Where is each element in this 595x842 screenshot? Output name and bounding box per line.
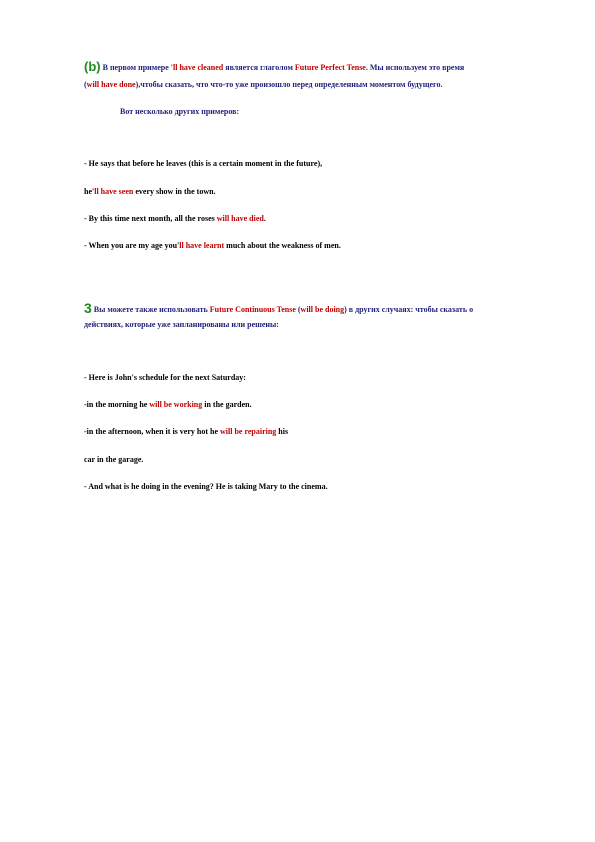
tense-highlight: will have died — [216, 214, 264, 223]
tense-highlight: will be doing — [300, 305, 345, 314]
example-line — [84, 214, 266, 224]
example-line: car in the garage. — [84, 455, 144, 464]
tense-highlight: will have done — [86, 80, 136, 89]
section-3-text: ) в других случаях: чтобы сказать о — [344, 305, 474, 314]
tense-name-highlight: Future Perfect Tense — [294, 63, 366, 72]
example-text: his — [276, 427, 289, 436]
section-b-line-1 — [84, 59, 465, 74]
example-text: -in the morning he — [84, 400, 150, 409]
section-b-text: является глаголом — [223, 63, 295, 72]
tense-highlight: will be working — [149, 400, 203, 409]
example-line — [84, 241, 341, 251]
section-b-intro: Вот несколько других примеров: — [120, 107, 240, 116]
tense-highlight: 'll have cleaned — [170, 63, 224, 72]
section-b-text: В первом примере — [100, 63, 171, 72]
example-line: - He says that before he leaves (this is a certain moment in the future), — [84, 159, 323, 168]
section-3-marker: 3 — [84, 300, 92, 316]
tense-highlight: ll have seen — [94, 187, 134, 196]
example-text: . — [263, 214, 266, 223]
example-line — [84, 427, 288, 437]
section-b-text: ),чтобы сказать, что что-то уже произошло перед определенным моментом будущего. — [135, 80, 443, 89]
example-text: in the garden. — [202, 400, 252, 409]
section-3-text: Вы можете также использовать — [91, 305, 210, 314]
example-text: - When you are my age you' — [84, 241, 180, 250]
example-line — [84, 187, 216, 197]
example-text: every show in the town. — [133, 187, 216, 196]
example-text: much about the weakness of men. — [224, 241, 341, 250]
section-3-line-2: действиях, которые уже запланированы или решены: — [84, 320, 279, 329]
section-3-text: ( — [295, 305, 301, 314]
section-b-text: . Мы используем это время — [365, 63, 465, 72]
section-b-text: ( — [84, 80, 87, 89]
example-line: - Here is John's schedule for the next Saturday: — [84, 373, 246, 382]
example-text: - By this time next month, all the roses — [84, 214, 217, 223]
section-b-marker: (b) — [84, 59, 101, 74]
example-line — [84, 400, 252, 410]
tense-highlight: ll have learnt — [179, 241, 225, 250]
tense-highlight: will be repairing — [220, 427, 277, 436]
tense-name-highlight: Future Continuous Tense — [209, 305, 296, 314]
example-text: -in the afternoon, when it is very hot he — [84, 427, 220, 436]
example-line: - And what is he doing in the evening? He is taking Mary to the cinema. — [84, 482, 328, 491]
section-3-line-1 — [84, 300, 474, 316]
section-b-line-2 — [84, 80, 442, 90]
example-text: he' — [84, 187, 95, 196]
